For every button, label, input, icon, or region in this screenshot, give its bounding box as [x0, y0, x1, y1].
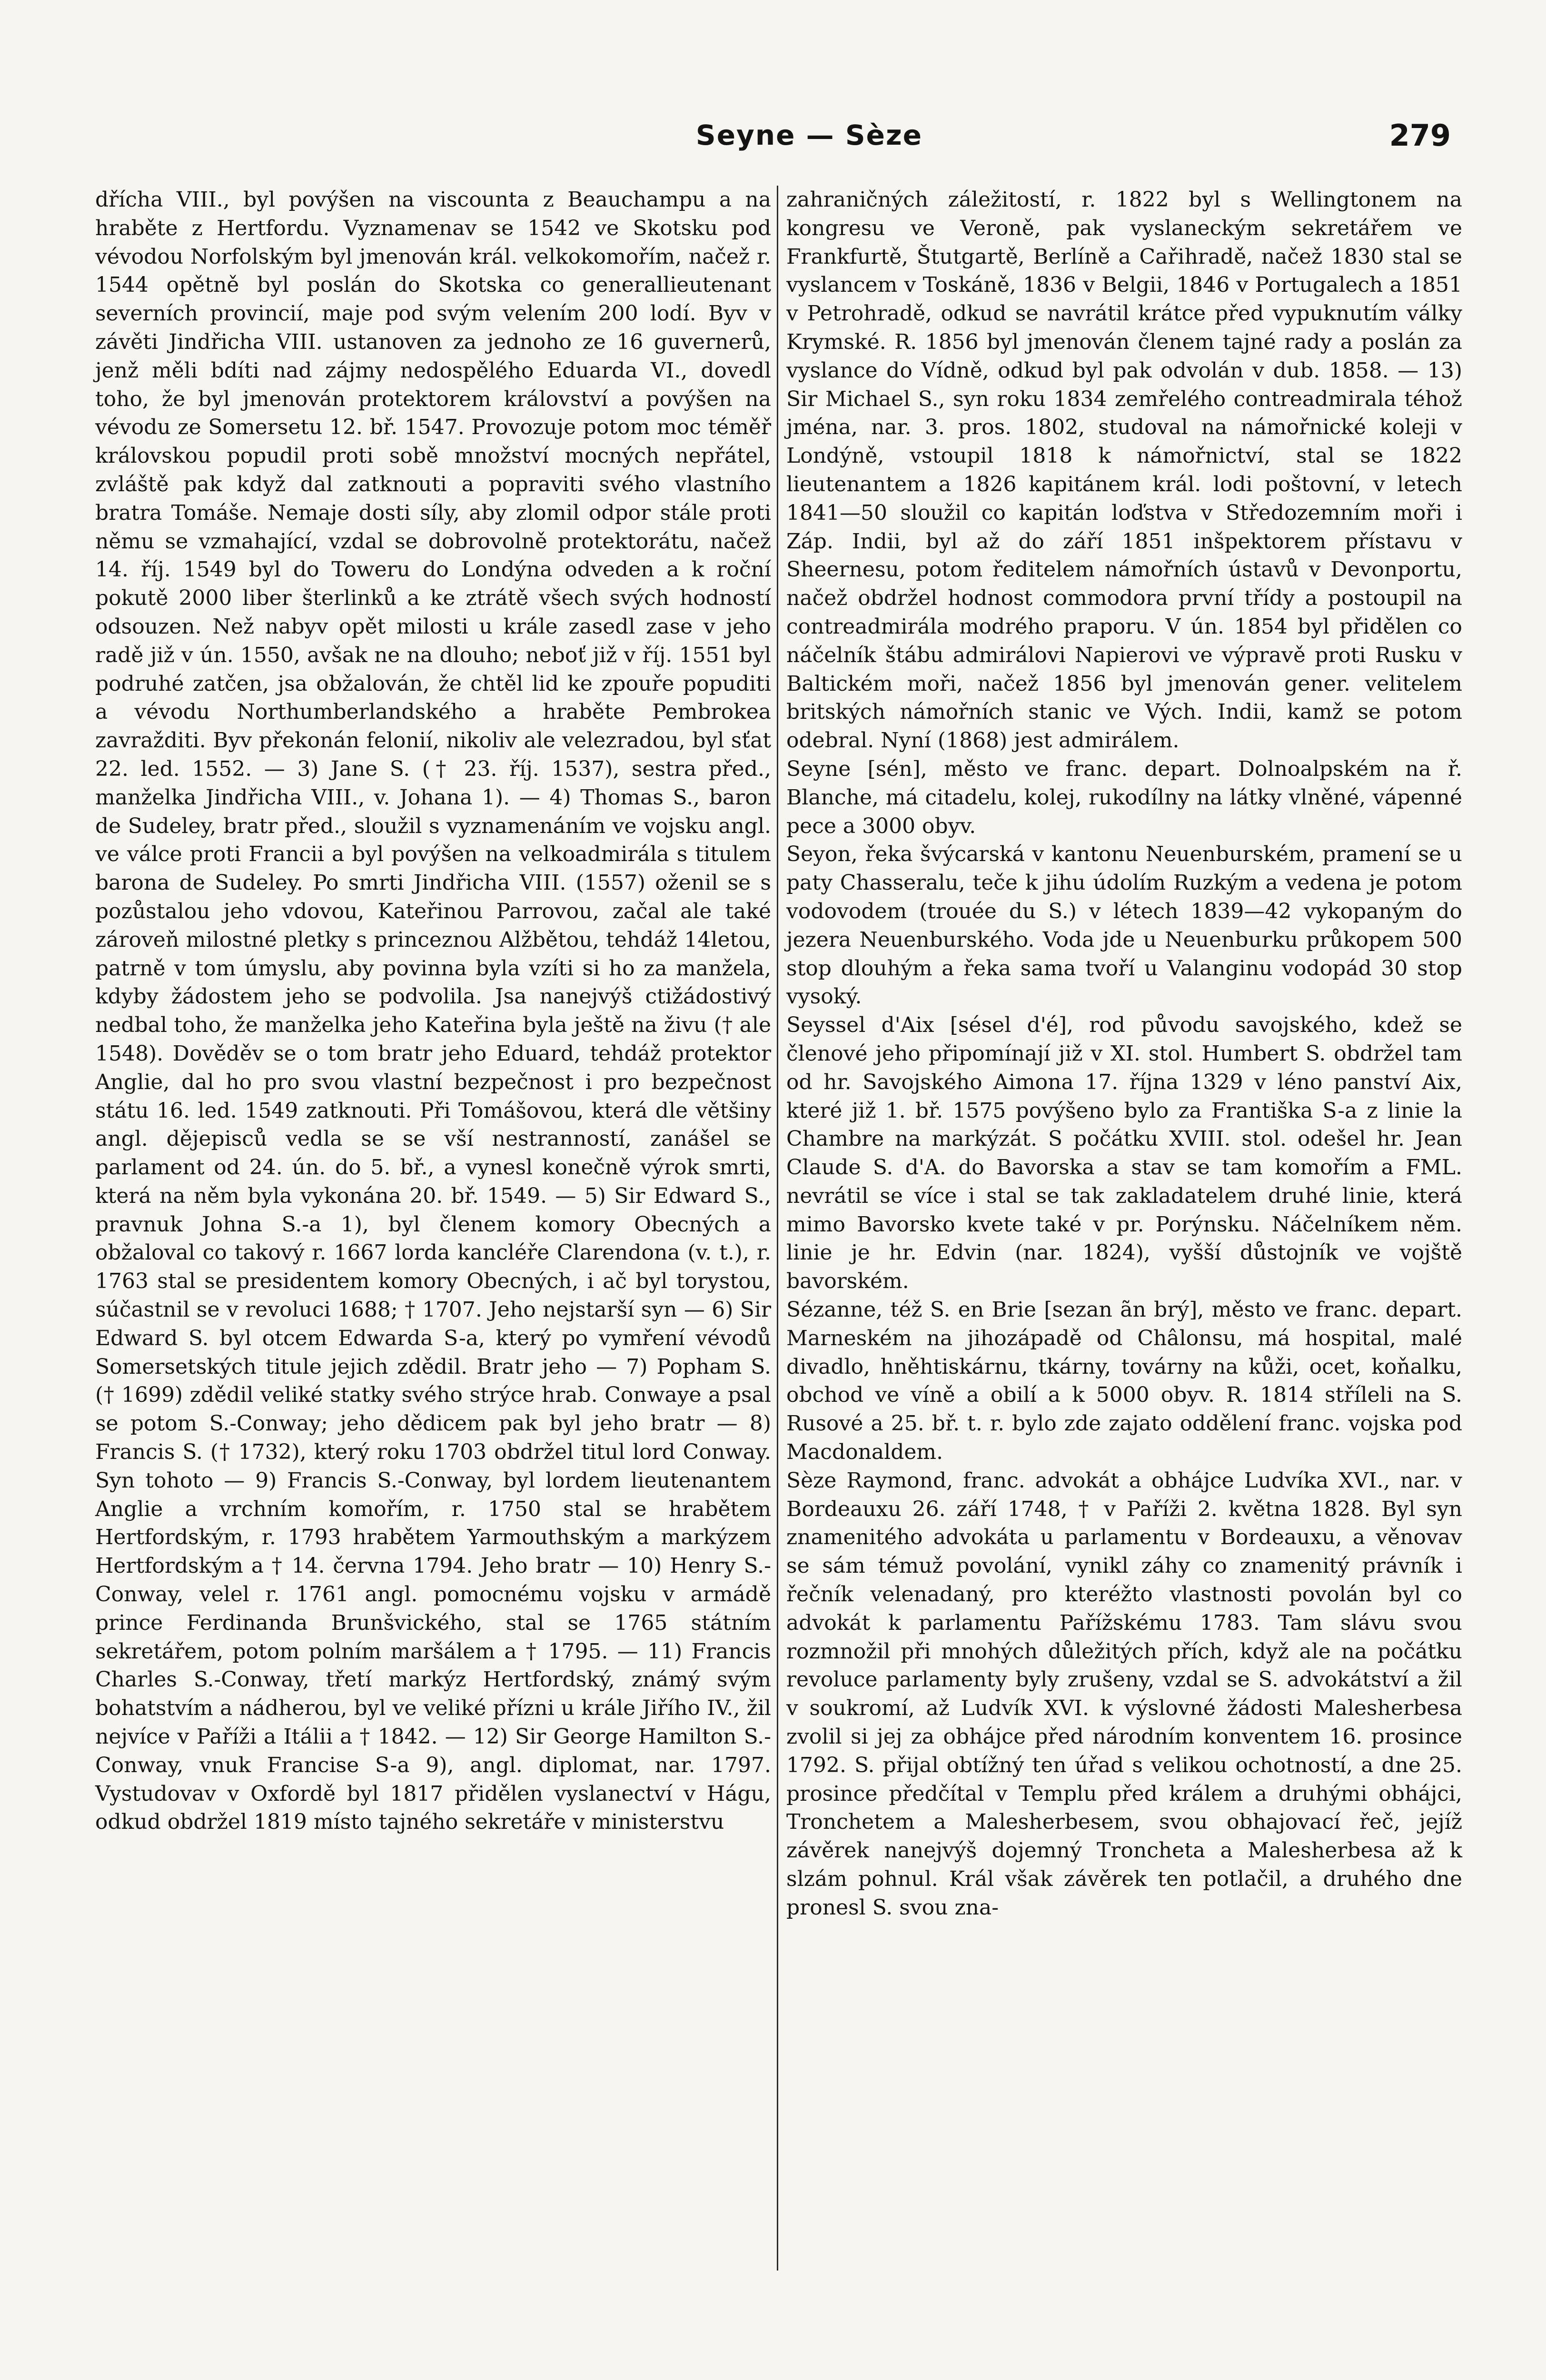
running-head-title: Seyne — Sèze	[695, 119, 923, 151]
entry-seymour-continued: zahraničných záležitostí, r. 1822 byl s Wellingtonem na kongresu ve Veroně, pak vyslaneckým sekretářem ve Frankfurtě, Štutgartě, Berlíně a Cařihradě, načež 1830 stal se vyslancem v Toskáně, 1836 v Belgii, 1846 v Portugalech a 1851 v Petrohradě, odkud se navrátil krátce před vypuknutím války Krymské. R. 1856 byl jmenován členem tajné rady a poslán za vyslance do Vídně, odkud byl pak odvolán v dub. 1858. — 13) Sir Michael S., syn roku 1834 zemřelého contreadmirala téhož jména, nar. 3. pros. 1802, studoval na námořnické koleji v Londýně, vstoupil 1818 k námořnictví, stal se 1822 lieutenantem a 1826 kapitánem král. lodi poštovní, v letech 1841—50 sloužil co kapitán loďstva v Středozemním moři i Záp. Indii, byl až do září 1851 inšpektorem přístavu v Sheernesu, potom ředitelem námořních ústavů v Devonportu, načež obdržel hodnost commodora první třídy a postoupil na contreadmirála modrého praporu. V ún. 1854 byl přidělen co náčelník štábu admirálovi Napierovi ve výpravě proti Rusku v Baltickém moři, načež 1856 byl jmenován gener. velitelem britských námořních stanic ve Vých. Indii, kamž se potom odebral. Nyní (1868) jest admirálem.	[786, 188, 1462, 753]
entry-seze: Sèze Raymond, franc. advokát a obhájce Ludvíka XVI., nar. v Bordeauxu 26. září 1748, † v Paříži 2. května 1828. Byl syn znamenitého advokáta u parlamentu v Bordeauxu, a věnovav se sám témuž povolání, vynikl záhy co znamenitý právník i řečník velenadaný, pro kteréžto vlastnosti povolán byl co advokát k parlamentu Pařížskému 1783. Tam slávu svou rozmnožil při mnohých důležitých přích, když ale na počátku revoluce parlamenty byly zrušeny, vzdal se S. advokátství a žil v soukromí, až Ludvík XVI. k výslovné žádosti Malesherbesa zvolil si jej za obhájce před národním konventem 16. prosince 1792. S. přijal obtížný ten úřad s velikou ochotností, a dne 25. prosince předčítal v Templu před králem a druhými obhájci, Tronchetem a Malesherbesem, svou obhajovací řeč, jejíž závěrek nanejvýš dojemný Troncheta a Malesherbesa až k slzám pohnul. Král však závěrek ten potlačil, a druhého dne pronesl S. svou zna-	[786, 1468, 1462, 1920]
column-divider	[777, 186, 778, 2271]
right-column	[786, 186, 1462, 1922]
entry-seyon: Seyon, řeka švýcarská v kantonu Neuenburském, pramení se u paty Chasseralu, teče k jihu údolím Ruzkým a vedena je potom vodovodem (trouée du S.) v létech 1839—42 vykopaným do jezera Neuenburského. Voda jde u Neuenburku průkopem 500 stop dlouhým a řeka sama tvoří u Valanginu vodopád 30 stop vysoký.	[786, 842, 1462, 1009]
left-column	[95, 186, 771, 1836]
left-column-text: dřícha VIII., byl povýšen na viscounta z Beauchampu a na hraběte z Hertfordu. Vyznamenav se 1542 ve Skotsku pod vévodou Norfolským byl jmenován král. velkokomořím, načež r. 1544 opětně byl poslán do Skotska co generallieutenant severních provincií, maje pod svým velením 200 lodí. Byv v závěti Jindřicha VIII. ustanoven za jednoho ze 16 guvernerů, jenž měli bdíti nad zájmy nedospělého Eduarda VI., dovedl toho, že byl jmenován protektorem království a povýšen na vévodu ze Somersetu 12. bř. 1547. Provozuje potom moc téměř královskou popudil proti sobě množství mocných nepřátel, zvláště pak když dal zatknouti a popraviti svého vlastního bratra Tomáše. Nemaje dosti síly, aby zlomil odpor stále proti němu se vzmahající, vzdal se dobrovolně protektorátu, načež 14. říj. 1549 byl do Toweru do Londýna odveden a k roční pokutě 2000 liber šterlinků a ke ztrátě všech svých hodností odsouzen. Než nabyv opět milosti u krále zasedl zase v jeho radě již v ún. 1550, avšak ne na dlouho; neboť již v říj. 1551 byl podruhé zatčen, jsa obžalován, že chtěl lid ke zpouře popuditi a vévodu Northumberlandského a hraběte Pembrokea zavražditi. Byv překonán felonií, nikoliv ale velezradou, byl sťat 22. led. 1552. — 3) Jane S. († 23. říj. 1537), sestra před., manželka Jindřicha VIII., v. Johana 1). — 4) Thomas S., baron de Sudeley, bratr před., sloužil s vyznamenáním ve vojsku angl. ve válce proti Francii a byl povýšen na velkoadmirála s titulem barona de Sudeley. Po smrti Jindřicha VIII. (1557) oženil se s pozůstalou jeho vdovou, Kateřinou Parrovou, začal ale také zároveň milostné pletky s princeznou Alžbětou, tehdáž 14letou, patrně v tom úmyslu, aby povinna byla vzíti si ho za manžela, kdyby žádostem jeho se podvolila. Jsa nanejvýš ctižádostivý nedbal toho, že manželka jeho Kateřina byla ještě na živu († ale 1548). Dověděv se o tom bratr jeho Eduard, tehdáž protektor Anglie, dal ho pro svou vlastní bezpečnost i pro bezpečnost státu 16. led. 1549 zatknouti. Při Tomášovou, která dle většiny angl. dějepisců vedla se se vší nestranností, zanášel se parlament od 24. ún. do 5. bř., a vynesl konečně výrok smrti, která na něm byla vykonána 20. bř. 1549. — 5) Sir Edward S., pravnuk Johna S.-a 1), byl členem komory Obecných a obžaloval co takový r. 1667 lorda kancléře Clarendona (v. t.), r. 1763 stal se presidentem komory Obecných, i ač byl torystou, súčastnil se v revoluci 1688; † 1707. Jeho nejstarší syn — 6) Sir Edward S. byl otcem Edwarda S-a, který po vymření vévodů Somersetských titule jejich zdědil. Bratr jeho — 7) Popham S. († 1699) zdědil veliké statky svého strýce hrab. Conwaye a psal se potom S.-Conway; jeho dědicem pak byl jeho bratr — 8) Francis S. († 1732), který roku 1703 obdržel titul lord Conway. Syn tohoto — 9) Francis S.-Conway, byl lordem lieutenantem Anglie a vrchním komořím, r. 1750 stal se hrabětem Hertfordským, r. 1793 hrabětem Yarmouthským a markýzem Hertfordským a † 14. června 1794. Jeho bratr — 10) Henry S.-Conway, velel r. 1761 angl. pomocnému vojsku v armádě prince Ferdinanda Brunšvického, stal se 1765 státním sekretářem, potom polním maršálem a † 1795. — 11) Francis Charles S.-Conway, třetí markýz Hertfordský, známý svým bohatstvím a nádherou, byl ve veliké přízni u krále Jiřího IV., žil nejvíce v Paříži a Itálii a † 1842. — 12) Sir George Hamilton S.-Conway, vnuk Francise S-a 9), angl. diplomat, nar. 1797. Vystudovav v Oxfordě byl 1817 přidělen vyslanectví v Hágu, odkud obdržel 1819 místo tajného sekretáře v ministerstvu	[95, 188, 771, 1835]
entry-seyssel-daix: Seyssel d'Aix [sésel d'é], rod původu savojského, kdež se členové jeho připomínají již v XI. stol. Humbert S. obdržel tam od hr. Savojského Aimona 17. října 1329 v léno panství Aix, které již 1. bř. 1575 povýšeno bylo za Františka S-a z linie la Chambre na markýzát. S počátku XVIII. stol. odešel hr. Jean Claude S. d'A. do Bavorska a stav se tam komořím a FML. nevrátil se více i stal se tak zakladatelem druhé linie, která mimo Bavorsko kvete také v pr. Porýnsku. Náčelníkem něm. linie je hr. Edvin (nar. 1824), vyšší důstojník ve vojště bavorském.	[786, 1013, 1462, 1294]
entry-sezanne: Sézanne, též S. en Brie [sezan ãn brý], město ve franc. depart. Marneském na jihozápadě od Châlonsu, má hospital, malé divadlo, hněhtiskárnu, tkárny, továrny na kůži, ocet, koňalku, obchod ve víně a obilí a k 5000 obyv. R. 1814 stříleli na S. Rusové a 25. bř. t. r. bylo zde zajato oddělení franc. vojska pod Macdonaldem.	[786, 1298, 1462, 1465]
running-head	[0, 114, 1546, 167]
entry-seyne: Seyne [sén], město ve franc. depart. Dolnoalpském na ř. Blanche, má citadelu, kolej, rukodílny na látky vlněné, vápenné pece a 3000 obyv.	[786, 756, 1462, 838]
page-number: 279	[1389, 118, 1451, 153]
